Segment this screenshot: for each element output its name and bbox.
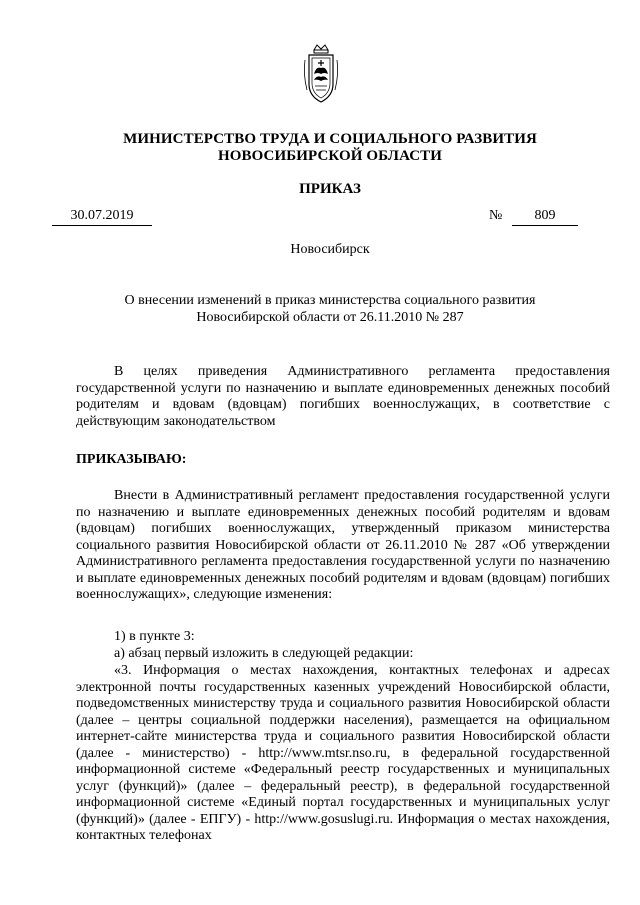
order-subject-line1: О внесении изменений в приказ министерства социального развития (124, 293, 536, 308)
order-subject-line2: Новосибирской области от 26.11.2010 № 287 (196, 310, 464, 325)
decree-heading: ПРИКАЗЫВАЮ: (76, 452, 187, 467)
number-sign: № (489, 208, 503, 223)
order-subject (60, 292, 600, 326)
order-date: 30.07.2019 (52, 207, 152, 226)
city: Новосибирск (290, 242, 370, 257)
ministry-name-line1: МИНИСТЕРСТВО ТРУДА И СОЦИАЛЬНОГО РАЗВИТИЯ (123, 131, 537, 147)
main-paragraph: Внести в Административный регламент предоставления государственной услуги по назначению и выплате единовременных денежных пособий родителям и вдовам (вдовцам) погибших военнослужащих, утвержденный приказом министерства социального развития Новосибирской области от 26.11.2010 № 287 «Об утверждении Административного регламента предоставления государственной услуги по назначению и выплате единовременных денежных пособий родителям и вдовам (вдовцам) погибших военнослужащих», следующие изменения: (76, 488, 610, 602)
item-1: 1) в пункте 3: (114, 629, 195, 644)
preamble-paragraph: В целях приведения Административного регламента предоставления государственной услуги по назначению и выплате единовременных денежных пособий родителям и вдовам (вдовцам) погибших военнослужащих, в соответствие с действующим законодательством (76, 364, 610, 429)
item-1a: а) абзац первый изложить в следующей редакции: (114, 646, 414, 661)
ministry-name (60, 131, 600, 165)
ministry-name-line2: НОВОСИБИРСКОЙ ОБЛАСТИ (217, 148, 443, 164)
document-type: ПРИКАЗ (299, 181, 361, 197)
coat-of-arms-icon (300, 44, 342, 106)
quoted-paragraph: «3. Информация о местах нахождения, контактных телефонах и адресах электронной почты государственных казенных учреждений Новосибирской области, подведомственных министерству труда и социального развития Новосибирской области (далее – центры социальной поддержки населения), размещается на официальном интернет-сайте министерства труда и социального развития Новосибирской области (далее - министерство) - http://www.mtsr.nso.ru, в федеральной государственной информационной системе «Федеральный реестр государственных и муниципальных услуг (функций)» (далее – федеральный реестр), в федеральной государственной информационной системе «Единый портал государственных и муниципальных услуг (функций)» (далее - ЕПГУ) - http://www.gosuslugi.ru. Информация о местах нахождения, контактных телефонах (76, 663, 610, 843)
order-number: 809 (512, 207, 578, 226)
